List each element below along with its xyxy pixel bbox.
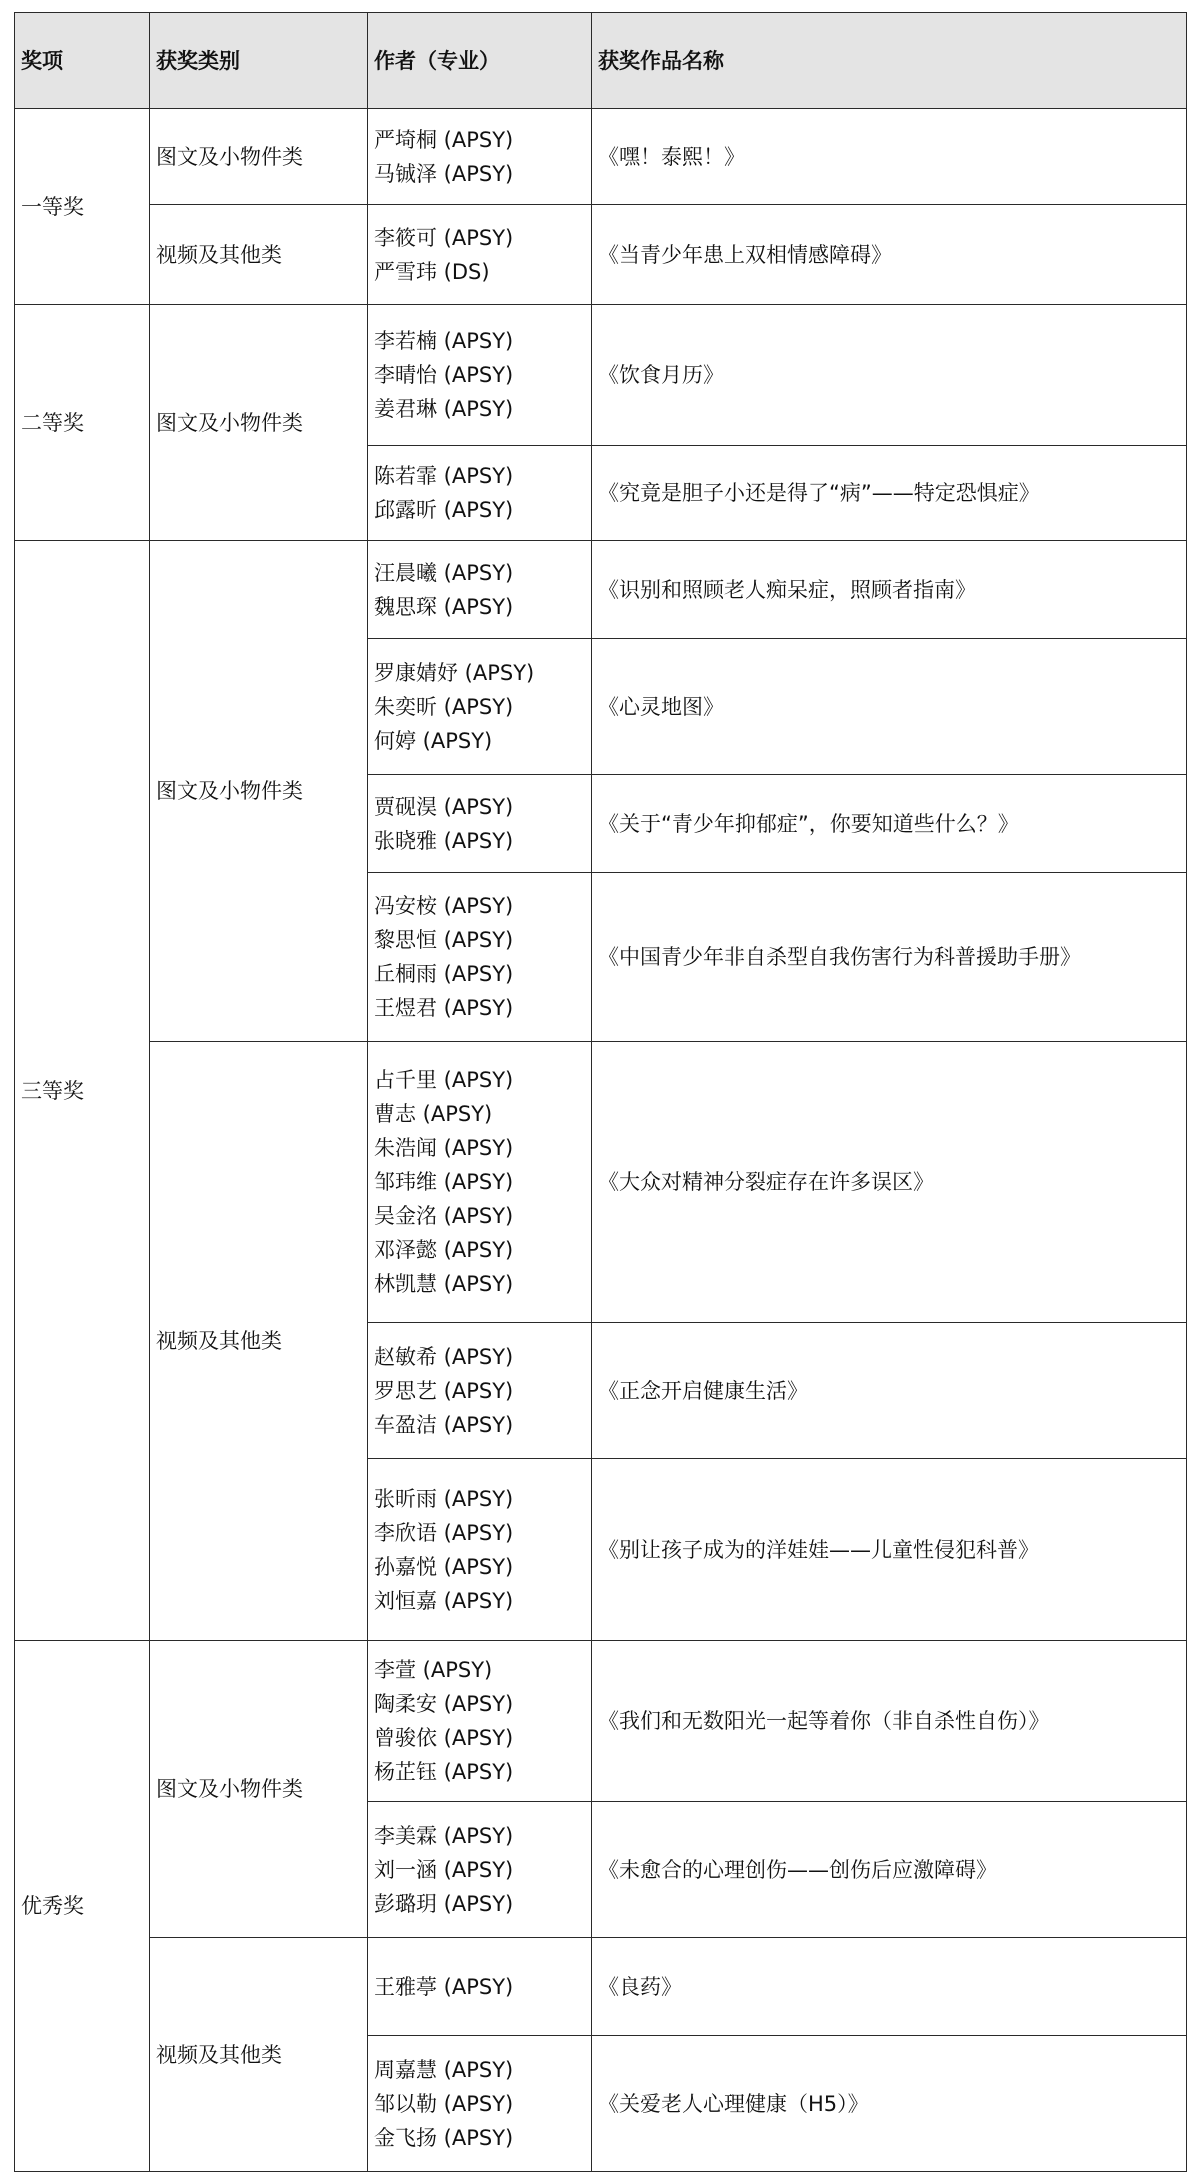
- authors-cell: [368, 1459, 592, 1641]
- work-title-cell: 《饮食月历》: [592, 305, 1187, 446]
- authors-cell: [368, 541, 592, 639]
- author-name: 林凯慧 (APSY): [374, 1272, 514, 1296]
- award-cell: 优秀奖: [15, 1641, 150, 2172]
- award-cell: 二等奖: [15, 305, 150, 541]
- table-row: [15, 1641, 1187, 1802]
- author-name: 罗思艺 (APSY): [374, 1378, 514, 1403]
- author-name: 马铖泽 (APSY): [374, 161, 514, 186]
- table-header-row: [15, 13, 1187, 109]
- author-name: 李萱 (APSY): [374, 1658, 493, 1682]
- authors-cell: [368, 775, 592, 873]
- author-name: 严埼桐 (APSY): [374, 127, 514, 152]
- authors-cell: [368, 1802, 592, 1938]
- author-name: 严雪玮 (DS): [374, 259, 490, 284]
- authors-cell: [368, 205, 592, 305]
- authors-cell: [368, 1938, 592, 2036]
- header-work: 获奖作品名称: [592, 13, 1187, 109]
- table-row: [15, 305, 1187, 446]
- authors-cell: [368, 1641, 592, 1802]
- awards-table: [14, 12, 1187, 2172]
- category-cell: 图文及小物件类: [150, 1641, 368, 1938]
- author-name: 周嘉慧 (APSY): [374, 2057, 514, 2082]
- author-name: 魏思琛 (APSY): [374, 594, 514, 619]
- author-name: 李晴怡 (APSY): [374, 363, 514, 387]
- author-name: 朱浩闻 (APSY): [374, 1136, 514, 1160]
- header-award: 奖项: [15, 13, 150, 109]
- authors-cell: [368, 1042, 592, 1323]
- author-name: 吴金洺 (APSY): [374, 1204, 514, 1228]
- work-title-cell: 《究竟是胆子小还是得了“病”——特定恐惧症》: [592, 446, 1187, 541]
- author-name: 李欣语 (APSY): [374, 1520, 514, 1545]
- author-name: 邱露昕 (APSY): [374, 498, 514, 522]
- work-title-cell: 《嘿！泰熙！》: [592, 109, 1187, 205]
- author-name: 李美霖 (APSY): [374, 1823, 514, 1848]
- authors-cell: [368, 109, 592, 205]
- author-name: 姜君琳 (APSY): [374, 397, 514, 421]
- work-title-cell: 《当青少年患上双相情感障碍》: [592, 205, 1187, 305]
- work-title-cell: 《未愈合的心理创伤——创伤后应激障碍》: [592, 1802, 1187, 1938]
- author-name: 邹以勒 (APSY): [374, 2091, 514, 2116]
- header-category: 获奖类别: [150, 13, 368, 109]
- author-name: 黎思恒 (APSY): [374, 928, 514, 952]
- author-name: 贾砚淏 (APSY): [374, 794, 514, 819]
- category-cell: 图文及小物件类: [150, 541, 368, 1042]
- table-body: [15, 109, 1187, 2172]
- author-name: 王雅葶 (APSY): [374, 1974, 514, 1999]
- author-name: 刘恒嘉 (APSY): [374, 1588, 514, 1613]
- work-title-cell: 《正念开启健康生活》: [592, 1323, 1187, 1459]
- header-authors: 作者（专业）: [368, 13, 592, 109]
- authors-cell: [368, 639, 592, 775]
- table-row: [15, 1938, 1187, 2036]
- category-cell: 视频及其他类: [150, 1042, 368, 1641]
- awards-table-container: [14, 12, 1186, 2170]
- author-name: 曹志 (APSY): [374, 1102, 493, 1126]
- author-name: 杨芷钰 (APSY): [374, 1760, 514, 1784]
- author-name: 罗康婧妤 (APSY): [374, 660, 535, 685]
- author-name: 张晓雅 (APSY): [374, 828, 514, 853]
- work-title-cell: 《识别和照顾老人痴呆症，照顾者指南》: [592, 541, 1187, 639]
- author-name: 汪晨曦 (APSY): [374, 560, 514, 585]
- authors-cell: [368, 1323, 592, 1459]
- authors-cell: [368, 446, 592, 541]
- author-name: 王煜君 (APSY): [374, 996, 514, 1020]
- author-name: 曾骏依 (APSY): [374, 1726, 514, 1750]
- award-cell: 三等奖: [15, 541, 150, 1641]
- work-title-cell: 《别让孩子成为的洋娃娃——儿童性侵犯科普》: [592, 1459, 1187, 1641]
- author-name: 金飞扬 (APSY): [374, 2125, 514, 2150]
- work-title-cell: 《我们和无数阳光一起等着你（非自杀性自伤）》: [592, 1641, 1187, 1802]
- author-name: 陈若霏 (APSY): [374, 464, 514, 488]
- author-name: 赵敏希 (APSY): [374, 1344, 514, 1369]
- work-title-cell: 《心灵地图》: [592, 639, 1187, 775]
- category-cell: 视频及其他类: [150, 1938, 368, 2172]
- table-row: [15, 541, 1187, 639]
- author-name: 邹玮维 (APSY): [374, 1170, 514, 1194]
- work-title-cell: 《良药》: [592, 1938, 1187, 2036]
- author-name: 李若楠 (APSY): [374, 329, 514, 353]
- author-name: 丘桐雨 (APSY): [374, 962, 514, 986]
- category-cell: 视频及其他类: [150, 205, 368, 305]
- author-name: 彭璐玥 (APSY): [374, 1891, 514, 1916]
- authors-cell: [368, 2036, 592, 2172]
- work-title-cell: 《关爱老人心理健康（H5）》: [592, 2036, 1187, 2172]
- category-cell: 图文及小物件类: [150, 109, 368, 205]
- author-name: 车盈洁 (APSY): [374, 1412, 514, 1437]
- author-name: 陶柔安 (APSY): [374, 1692, 514, 1716]
- author-name: 张昕雨 (APSY): [374, 1486, 514, 1511]
- work-title-cell: 《关于“青少年抑郁症”，你要知道些什么？》: [592, 775, 1187, 873]
- author-name: 朱奕昕 (APSY): [374, 694, 514, 719]
- table-row: [15, 1042, 1187, 1323]
- category-cell: 图文及小物件类: [150, 305, 368, 541]
- table-row: [15, 109, 1187, 205]
- author-name: 孙嘉悦 (APSY): [374, 1554, 514, 1579]
- authors-cell: [368, 305, 592, 446]
- author-name: 冯安桉 (APSY): [374, 894, 514, 918]
- author-name: 占千里 (APSY): [374, 1068, 514, 1092]
- work-title-cell: 《中国青少年非自杀型自我伤害行为科普援助手册》: [592, 873, 1187, 1042]
- author-name: 刘一涵 (APSY): [374, 1857, 514, 1882]
- table-row: [15, 205, 1187, 305]
- author-name: 李筱可 (APSY): [374, 225, 514, 250]
- author-name: 何婷 (APSY): [374, 728, 493, 753]
- author-name: 邓泽懿 (APSY): [374, 1238, 514, 1262]
- work-title-cell: 《大众对精神分裂症存在许多误区》: [592, 1042, 1187, 1323]
- award-cell: 一等奖: [15, 109, 150, 305]
- authors-cell: [368, 873, 592, 1042]
